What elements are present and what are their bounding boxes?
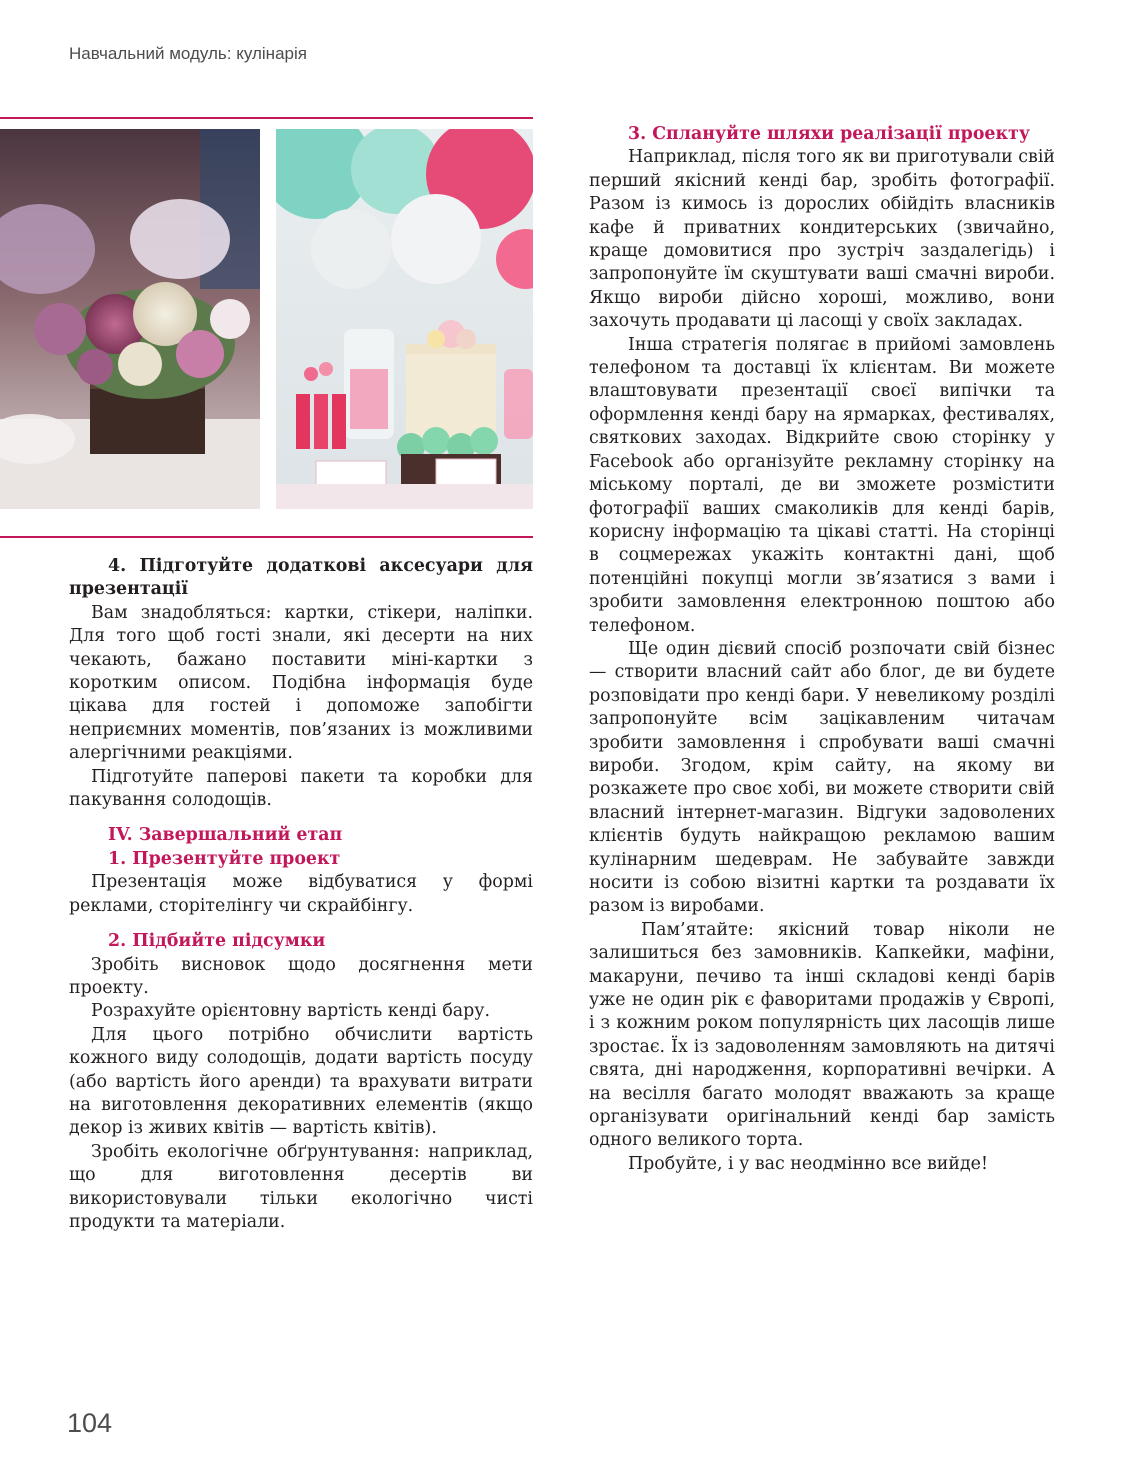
section4-heading: 4. Підготуйте додаткові аксесуари для презентації <box>69 556 533 600</box>
section4-paragraph-2: Підготуйте паперові пакети та коробки для пакування солодощів. <box>69 766 533 811</box>
right-paragraph-3: Ще один дієвий спосіб розпочати свій бізнес — створити власний сайт або блог, де ви будете розповідати про кенді бари. У невеликому розділі запропонуйте всім зацікавленим читачам зробити замовлення і спробувати ваші смачні вироби. Згодом, крім сайту, на якому ви розкажете про своє хобі, ви можете створити свій власний інтернет-магазин. Відгуки задоволених клієнтів будуть найкращою рекламою вашим кулінарним шедеврам. Не забувайте завжди носити із собою візитні картки та роздавати їх разом із виробами. <box>589 638 1055 917</box>
sub3-heading: 3. Сплануйте шляхи реалізації проекту <box>628 124 1030 144</box>
sub2-heading: 2. Підбийте підсумки <box>108 931 326 952</box>
stage-heading: IV. Завершальний етап <box>108 825 343 846</box>
sub2-paragraph-3: Для цього потрібно обчислити вартість кожного виду солодощів, додати вартість посуду (або вартість його аренди) та врахувати витрати на виготовлення декоративних елементів (якщо декор із живих квітів — вартість квітів). <box>69 1024 533 1139</box>
right-paragraph-1: Наприклад, після того як ви приготували свій перший якісний кенді бар, зробіть фотографії. Разом із кимось із дорослих обійдіть власників кафе й приватних кондитерських (звичайно, краще домовитися про зустріч заздалегідь) і запропонуйте їм скуштувати ваші смачні вироби. Якщо вироби дійсно хороші, можливо, вони захочуть продавати ці ласощі у своїх закладах. <box>589 147 1055 332</box>
flowers-photo <box>0 129 260 509</box>
sub1-heading: 1. Презентуйте проект <box>108 848 341 869</box>
page-number: 104 <box>67 1408 113 1438</box>
sub2-paragraph-2: Розрахуйте орієнтовну вартість кенді бару. <box>91 1001 491 1022</box>
candy-bar-photo <box>276 129 533 509</box>
sub1-paragraph-1: Презентація може відбуватися у формі реклами, сторітелінгу чи скрайбінгу. <box>69 872 533 916</box>
right-paragraph-5: Пробуйте, і у вас неодмінно все вийде! <box>628 1153 988 1174</box>
sub2-paragraph-1: Зробіть висновок щодо досягнення мети проекту. <box>69 954 533 998</box>
section4-paragraph-1: Вам знадобляться: картки, стікери, наліпки. Для того щоб гості знали, які десерти на них чекають, бажано поставити міні-картки з коротким описом. Подібна інформація буде цікава для гостей і допоможе запобігти неприємних моментів, пов’язаних із можливими алергічними реакціями. <box>69 602 533 764</box>
right-paragraph-4: Пам’ятайте: якісний товар ніколи не залишиться без замовників. Капкейки, мафіни, макаруни, печиво та інші складові кенді барів уже не один рік є фаворитами продажів у Європі, і з кожним роком популярність цих ласощів лише зростає. Їх із задоволенням замовляють на дитячі свята, дні народження, корпоративні вечірки. А на весілля багато молодят вважають за краще організувати оригінальний кенді бар замість одного великого торта. <box>589 919 1055 1151</box>
bottom-divider <box>0 536 533 538</box>
left-column <box>69 555 533 1234</box>
right-paragraph-2: Інша стратегія полягає в прийомі замовлень телефоном та доставці їх клієнтам. Ви можете влаштовувати презентації своєї випічки та оформлення кенді бару на ярмарках, фестивалях, святкових заходах. Відкрийте свою сторінку у Facebook або організуйте рекламну сторінку на міському порталі, де ви зможете розмістити фотографії ваших смаколиків для кенді барів, корисну інформацію та цікаві статті. На сторінці в соцмережах укажіть контактні дані, щоб потенційні покупці могли зв’язатися з вами і зробити замовлення електронною поштою або телефоном. <box>589 334 1055 636</box>
running-head: Навчальний модуль: кулінарія <box>69 44 307 63</box>
sub2-paragraph-4: Зробіть екологічне обґрунтування: наприклад, що для виготовлення десертів ви використовували тільки екологічно чисті продукти та матеріали. <box>69 1141 533 1232</box>
right-column <box>589 123 1055 1176</box>
top-divider <box>0 117 533 119</box>
